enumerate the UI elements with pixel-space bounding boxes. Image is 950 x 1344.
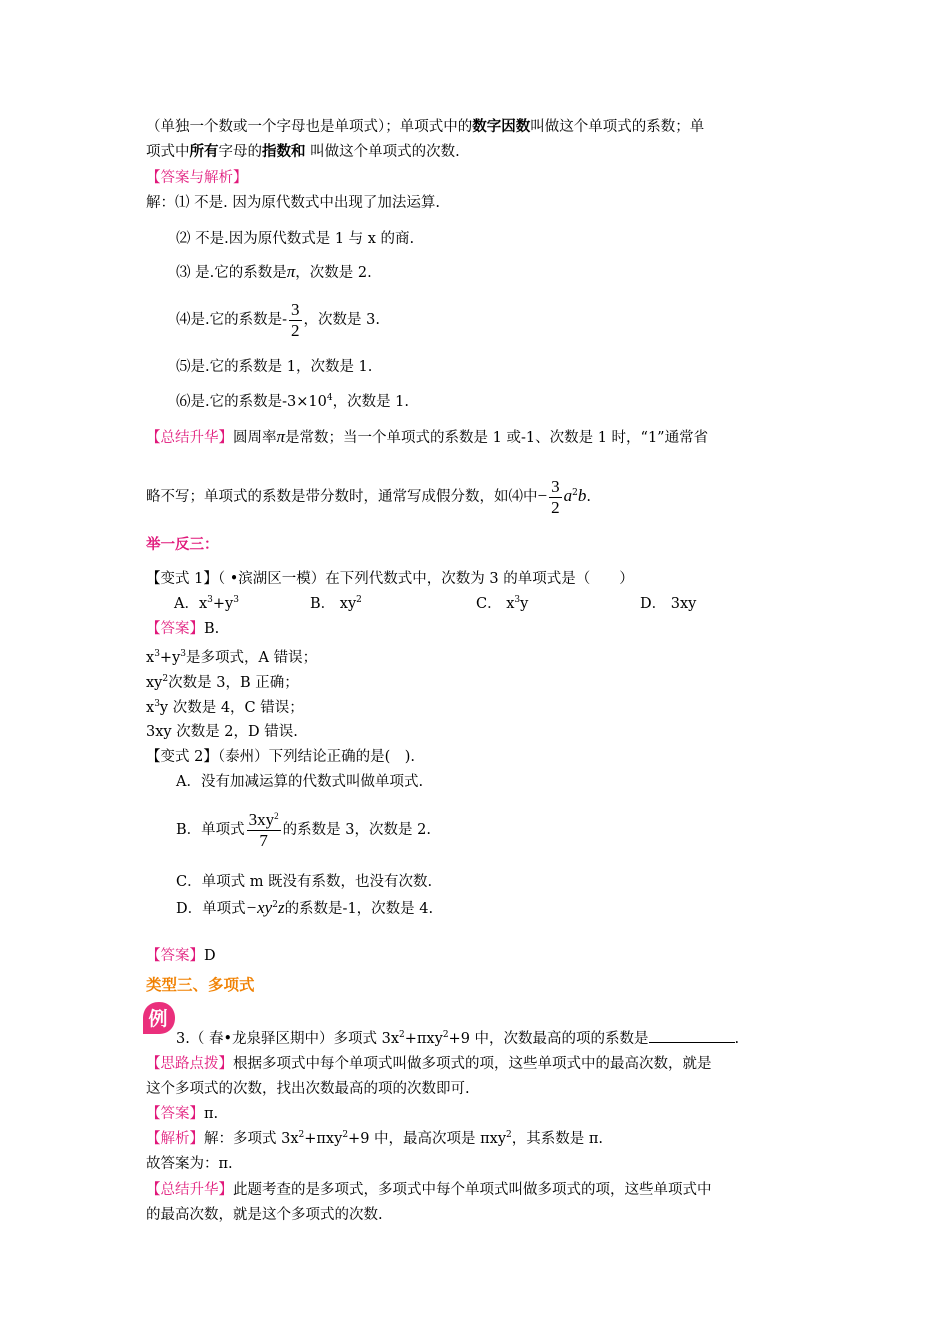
answer-item-2: ⑵ 不是.因为原代数式是 1 与 x 的商. bbox=[176, 231, 415, 247]
example-3-summary-2: 的最高次数，就是这个多项式的次数. bbox=[146, 1207, 383, 1223]
variant-1-option-a: A．$x^3+y^3$ bbox=[174, 595, 239, 612]
variant-2-option-c: C．单项式 m 既没有系数，也没有次数. bbox=[176, 874, 433, 890]
section-heading-type-3: 类型三、多项式 bbox=[146, 976, 255, 994]
variant-2-option-d: D．单项式$-xy^2z$的系数是-1，次数是 4. bbox=[176, 898, 434, 917]
variant-2-option-b: B．单项式 $\frac{3xy^2}{7}$ 的系数是 3，次数是 2. bbox=[176, 809, 431, 850]
example-badge-label: 例 bbox=[148, 1008, 168, 1030]
variant-1-option-d: D． 3xy bbox=[640, 596, 697, 612]
answer-item-5: ⑸是.它的系数是 1，次数是 1. bbox=[176, 359, 373, 375]
example-3-analysis: 【解析】解：多项式 $3x^2+\pi xy^2+9$ 中，最高次项是 πxy$^2$，其系数是 π. bbox=[146, 1130, 604, 1147]
variant-2-option-a: A．没有加减运算的代数式叫做单项式. bbox=[176, 774, 424, 790]
example-3-question: 3.（ 春•龙泉驿区期中）多项式 $3x^2+\pi xy^2+9$ 中，次数最高的项的系数是 . bbox=[176, 1030, 740, 1047]
variant-2-answer: 【答案】D bbox=[146, 948, 216, 964]
answer-item-6: ⑹是.它的系数是$-3\times 10^4$，次数是 1. bbox=[176, 393, 410, 410]
example-3-summary-1: 【总结升华】此题考查的是多项式，多项式中每个单项式叫做多项式的项，这些单项式中 bbox=[146, 1182, 712, 1198]
variant-1-explain-1: $x^3+y^3$是多项式，A 错误； bbox=[146, 649, 318, 666]
hint-line-2: 这个多项式的次数，找出次数最高的项的次数即可. bbox=[146, 1081, 470, 1097]
answer-analysis-tag: 【答案与解析】 bbox=[146, 170, 248, 186]
example-3-answer: 【答案】π. bbox=[146, 1106, 219, 1122]
variant-2-question: 【变式 2】（泰州）下列结论正确的是( ). bbox=[146, 749, 416, 765]
intro-line-1: （单独一个数或一个字母也是单项式）；单项式中的数字因数叫做这个单项式的系数；单 bbox=[146, 118, 705, 135]
variant-1-explain-4: 3xy 次数是 2，D 错误. bbox=[146, 724, 298, 740]
intro-line-2: 项式中所有字母的指数和 叫做这个单项式的次数. bbox=[146, 143, 460, 160]
summary-line-2: 略不写；单项式的系数是带分数时，通常写成假分数，如⑷中− $\frac{3}{2}$ $a^2b$. bbox=[146, 476, 591, 517]
hint-line-1: 【思路点拨】根据多项式中每个单项式叫做多项式的项，这些单项式中的最高次数，就是 bbox=[146, 1056, 712, 1072]
answer-item-4: ⑷是.它的系数是- $\frac{3}{2}$ ，次数是 3. bbox=[176, 299, 380, 340]
example-badge-icon bbox=[141, 1000, 177, 1036]
answer-blank bbox=[649, 1028, 735, 1043]
answer-item-1: 解：⑴ 不是. 因为原代数式中出现了加法运算. bbox=[146, 195, 440, 211]
variant-1-option-c: C． $x^3y$ bbox=[476, 595, 529, 612]
summary-line-1: 【总结升华】圆周率π是常数；当一个单项式的系数是 1 或-1、次数是 1 时，“1”通常省 bbox=[146, 427, 709, 446]
answer-item-3: ⑶ 是.它的系数是π，次数是 2. bbox=[176, 262, 372, 281]
variant-1-question: 【变式 1】（ •滨湖区一模）在下列代数式中，次数为 3 的单项式是（ ） bbox=[146, 571, 634, 587]
variant-1-option-b: B． $xy^2$ bbox=[310, 595, 362, 612]
example-3-result: 故答案为：π. bbox=[146, 1156, 233, 1172]
fraction-three-halves: $\frac{3}{2}$ bbox=[291, 299, 300, 340]
practice-heading: 举一反三： bbox=[146, 537, 219, 553]
summary-tag: 【总结升华】 bbox=[146, 430, 233, 446]
variant-1-answer: 【答案】B. bbox=[146, 621, 220, 637]
variant-1-explain-3: $x^3y$ 次数是 4，C 错误； bbox=[146, 699, 304, 716]
variant-1-explain-2: $xy^2$次数是 3，B 正确； bbox=[146, 674, 299, 691]
